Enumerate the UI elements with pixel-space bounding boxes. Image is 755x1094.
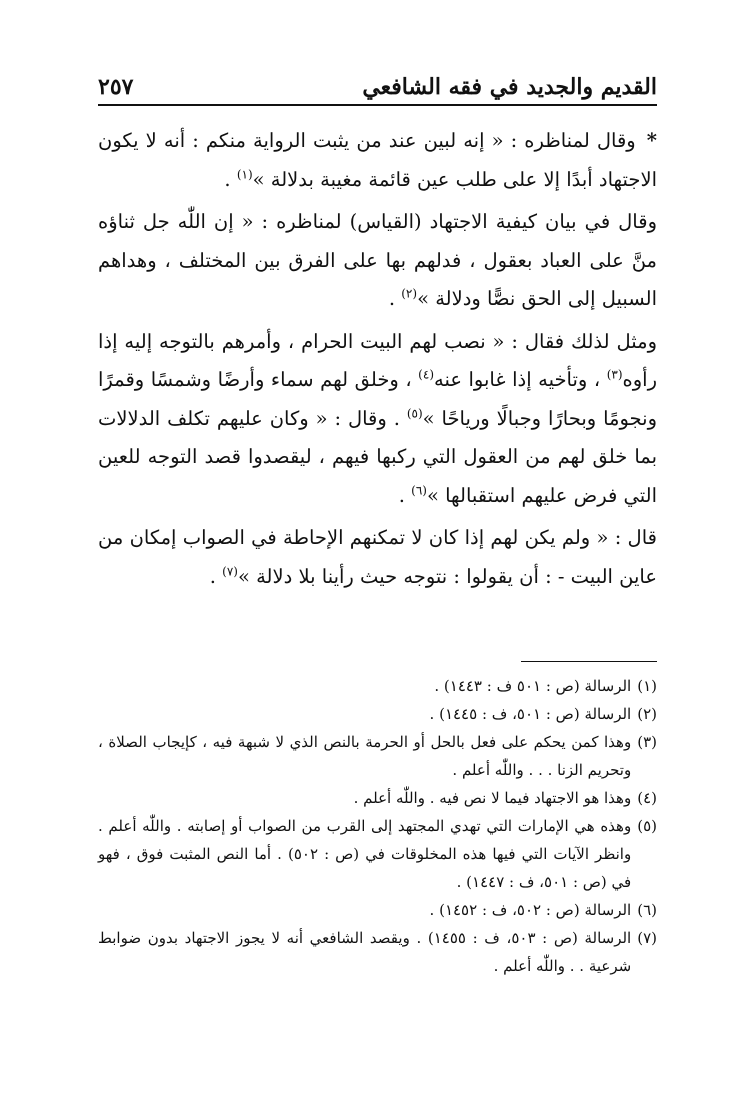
paragraph-4-end: .: [209, 564, 223, 588]
paragraph-2: [98, 203, 657, 319]
footnote-text: وهذه هي الإمارات التي تهدي المجتهد إلى القرب من الصواب أو إصابته . واللّٰه أعلم . وانظر الآيات التي فيها هذه المخلوقات في (ص : ٥٠٢) . أما النص المثبت فوق ، فهو في (ص : ٥٠١، ف : ١٤٤٧) .: [98, 817, 632, 891]
footnote: [98, 896, 657, 924]
footnote-ref-1[interactable]: (١): [236, 167, 253, 181]
main-text: [98, 122, 657, 600]
footnotes: [98, 672, 657, 980]
page-header: [98, 58, 657, 106]
footnote-number: (٦): [637, 901, 657, 919]
footnote-number: (١): [637, 677, 657, 695]
footnote-ref-7[interactable]: (٧): [222, 564, 238, 578]
paragraph-2-end: .: [388, 287, 402, 310]
paragraph-1-end: .: [224, 167, 237, 191]
paragraph-3-text-c: ، وخلق لهم سماء وأرضًا وشمسًا وقمرًا ونجومًا وبحارًا وجبالًا ورياحًا »: [98, 368, 657, 430]
footnote-text: وهذا كمن يحكم على فعل بالحل أو الحرمة بالنص الذي لا شبهة فيه ، كإيجاب الصلاة ، وتحريم الزنا . . . واللّٰه أعلم .: [98, 733, 632, 779]
paragraph-3-end: .: [398, 483, 412, 507]
footnote: [98, 700, 657, 728]
footnote-number: (٢): [637, 705, 657, 723]
running-title: القديم والجديد في فقه الشافعي: [362, 74, 657, 100]
footnote: [98, 812, 657, 896]
footnote-ref-6[interactable]: (٦): [411, 483, 427, 497]
paragraph-3-text-d: . وقال : « وكان عليهم تكلف الدلالات بما خلق لهم من العقول التي ركبها فيهم ، ليقصدوا قصد التوجه للعين التي فرض عليهم استقبالها »: [98, 406, 657, 507]
paragraph-4: [98, 519, 657, 596]
footnote: [98, 672, 657, 700]
paragraph-1: [98, 122, 657, 199]
footnote: [98, 784, 657, 812]
footnote-number: (٣): [637, 733, 657, 751]
paragraph-marker: *: [646, 129, 657, 152]
footnote-text: الرسالة (ص : ٥٠١ ف : ١٤٤٣) .: [434, 677, 632, 695]
footnote-text: الرسالة (ص : ٥٠٢، ف : ١٤٥٢) .: [429, 901, 632, 919]
footnote-number: (٤): [637, 789, 657, 807]
page-number: ٢٥٧: [98, 74, 134, 100]
footnote-text: الرسالة (ص : ٥٠١، ف : ١٤٤٥) .: [429, 705, 632, 723]
paragraph-2-text: وقال في بيان كيفية الاجتهاد (القياس) لمناظره : « إن اللّٰه جل ثناؤه منَّ على العباد بعقول ، فدلهم بها على الفرق بين المختلف ، وهداهم السبيل إلى الحق نصًّا ودلالة »: [98, 210, 657, 310]
footnote-ref-5[interactable]: (٥): [406, 406, 423, 420]
paragraph-1-text: وقال لمناظره : « إنه لبين عند من يثبت الرواية منكم : أنه لا يكون الاجتهاد أبدًا إلا على طلب عين قائمة مغيبة بدلالة »: [98, 129, 657, 191]
paragraph-3: [98, 323, 657, 516]
footnote-ref-2[interactable]: (٢): [401, 286, 418, 301]
footnote-text: الرسالة (ص : ٥٠٣، ف : ١٤٥٥) . ويقصد الشافعي أنه لا يجوز الاجتهاد بدون ضوابط شرعية . . واللّٰه أعلم .: [98, 929, 632, 975]
footnote-number: (٥): [637, 817, 657, 835]
paragraph-3-text-a: ومثل لذلك فقال : « نصب لهم البيت الحرام ، وأمرهم بالتوجه إليه إذا رأوه: [98, 329, 657, 391]
footnote-ref-4[interactable]: (٤): [418, 367, 434, 382]
footnote: [98, 728, 657, 784]
footnote-divider: [521, 661, 657, 662]
footnote-number: (٧): [637, 929, 657, 947]
footnote-ref-3[interactable]: (٣): [606, 367, 623, 382]
footnote-text: وهذا هو الاجتهاد فيما لا نص فيه . واللّٰه أعلم .: [353, 789, 632, 807]
paragraph-4-text: قال : « ولم يكن لهم إذا كان لا تمكنهم الإحاطة في الصواب إمكان من عاين البيت - : أن يقولوا : نتوجه حيث رأينا بلا دلالة »: [98, 526, 657, 588]
footnote: [98, 924, 657, 980]
paragraph-3-text-b: ، وتأخيه إذا غابوا عنه: [434, 368, 607, 391]
